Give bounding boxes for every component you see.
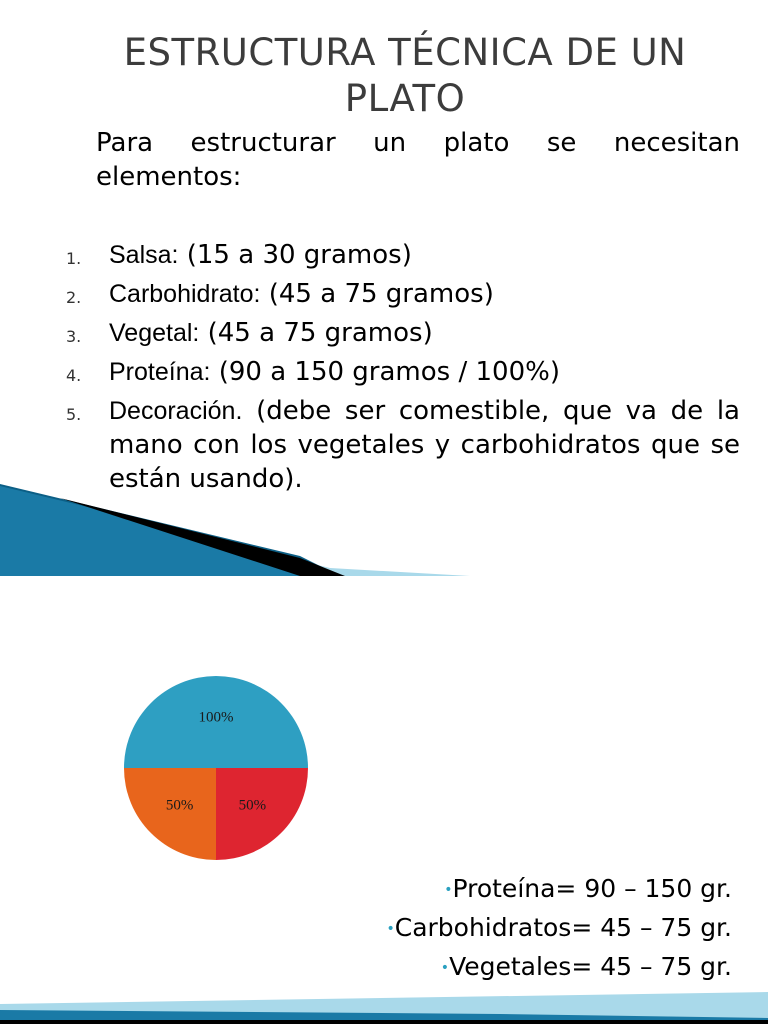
pie-chart xyxy=(100,668,332,868)
list-number: 4. xyxy=(66,366,82,385)
pie-slice-2 xyxy=(124,768,216,860)
intro-text: Para estructurar un plato se necesitan elementos: xyxy=(96,128,740,192)
list-term: Vegetal: xyxy=(109,319,200,347)
list-item xyxy=(60,355,740,389)
note-item xyxy=(386,948,732,987)
note-item xyxy=(386,870,732,909)
list-desc: (debe ser comestible, que va de la mano con los vegetales y carbohidratos que se están usando). xyxy=(109,396,740,494)
slide-bottom xyxy=(0,588,768,1024)
bullet-icon: • xyxy=(440,960,450,976)
slide-title: ESTRUCTURA TÉCNICA DE UN PLATO xyxy=(123,31,687,120)
slide-gap xyxy=(0,576,768,588)
pie-label-2: 50% xyxy=(165,797,194,814)
bullet-icon: • xyxy=(386,921,395,937)
pie-label-1: 50% xyxy=(238,797,267,814)
note-text: Proteína= 90 – 150 gr. xyxy=(452,874,732,903)
list-item xyxy=(60,238,740,272)
list-number: 5. xyxy=(66,405,82,424)
list-item xyxy=(60,277,740,311)
pie-label-0: 100% xyxy=(198,709,234,726)
bullet-icon: • xyxy=(444,882,453,898)
note-text: Vegetales= 45 – 75 gr. xyxy=(449,952,732,981)
note-text: Carbohidratos= 45 – 75 gr. xyxy=(394,913,732,942)
note-item xyxy=(386,909,732,948)
list-term: Carbohidrato: xyxy=(109,280,261,308)
element-list xyxy=(60,238,740,501)
list-term: Proteína: xyxy=(109,358,211,386)
list-number: 2. xyxy=(66,288,82,307)
pie-slice-1 xyxy=(216,768,308,860)
list-number: 3. xyxy=(66,327,82,346)
weight-notes xyxy=(386,870,732,987)
list-desc: (90 a 150 gramos / 100%) xyxy=(210,357,560,387)
list-desc: (15 a 30 gramos) xyxy=(178,240,412,270)
decorative-stripe xyxy=(0,476,768,576)
list-item xyxy=(60,316,740,350)
list-term: Decoración. xyxy=(109,397,243,425)
list-desc: (45 a 75 gramos) xyxy=(260,279,494,309)
list-desc: (45 a 75 gramos) xyxy=(199,318,433,348)
decorative-stripe xyxy=(0,984,768,1024)
list-number: 1. xyxy=(66,249,82,268)
list-term: Salsa: xyxy=(109,241,179,269)
